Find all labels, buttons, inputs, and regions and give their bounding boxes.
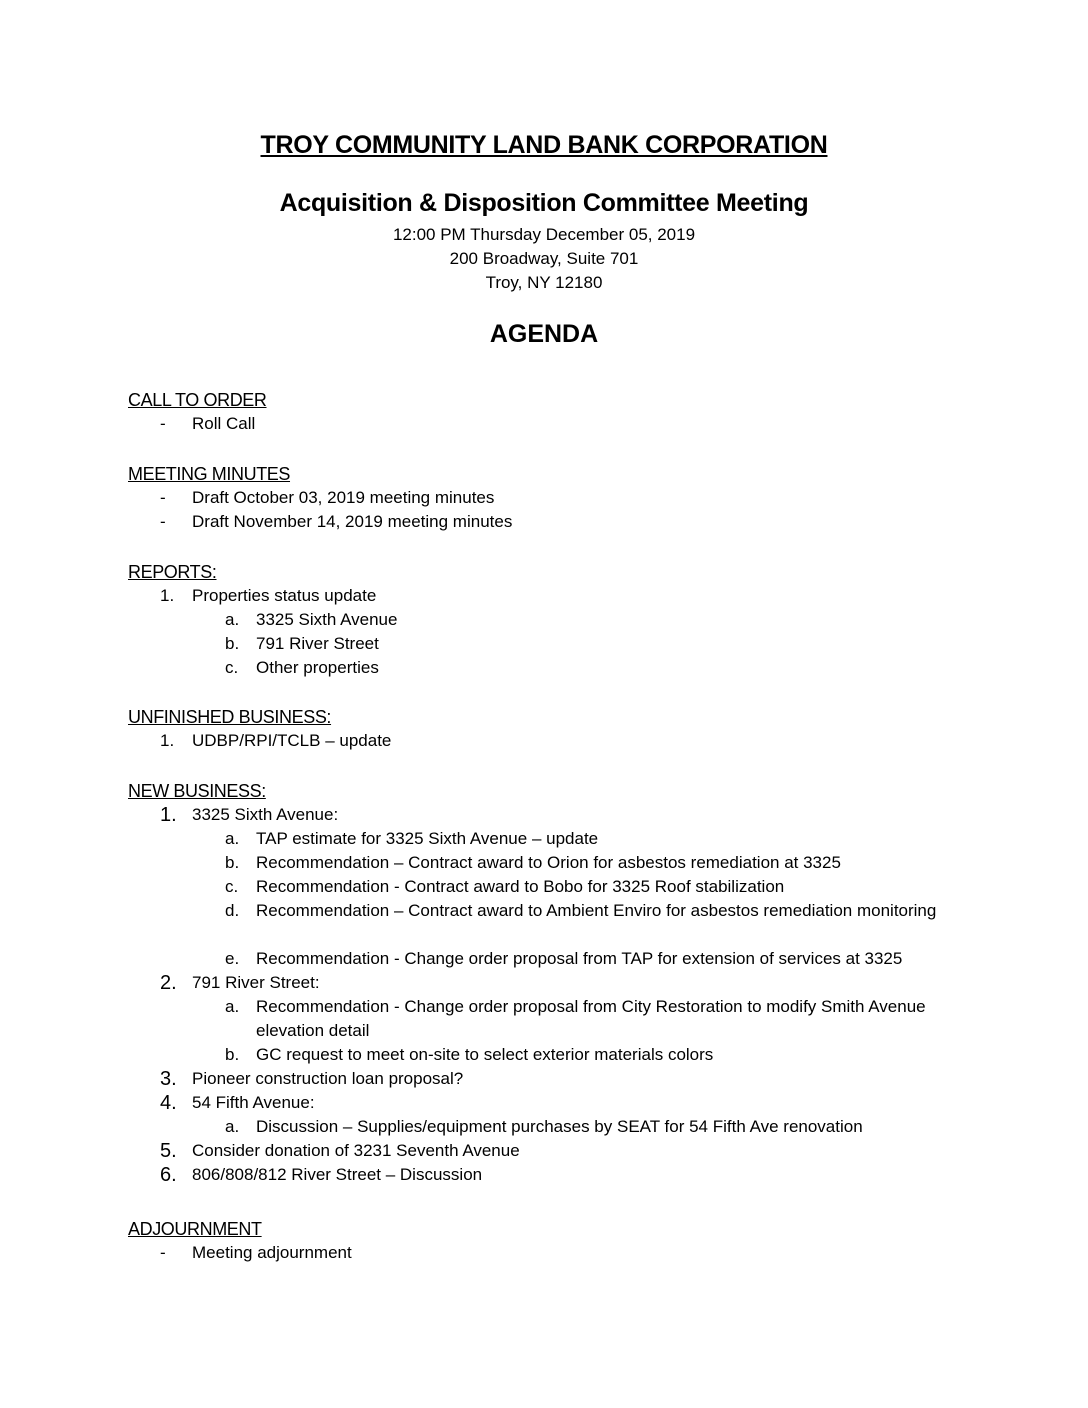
list-item-text: Draft November 14, 2019 meeting minutes xyxy=(192,512,513,531)
list-item-text: Recommendation – Contract award to Orion for asbestos remediation at 3325 xyxy=(256,853,841,872)
agenda-title: AGENDA xyxy=(489,320,599,348)
list-marker: 5. xyxy=(160,1140,177,1162)
section-unfinished-business xyxy=(128,705,1008,753)
list-marker: d. xyxy=(225,901,240,920)
list-marker: 6. xyxy=(160,1164,177,1186)
list-subitem xyxy=(128,875,1008,899)
section-heading: MEETING MINUTES xyxy=(128,464,291,484)
list-item xyxy=(128,1067,1008,1091)
list-marker: 1. xyxy=(160,586,175,605)
list-subitem xyxy=(128,1115,1008,1139)
list-marker: 3. xyxy=(160,1068,177,1090)
list-item-text: 791 River Street: xyxy=(192,973,320,992)
list-item-text: 3325 Sixth Avenue xyxy=(256,610,398,629)
list-item xyxy=(128,1139,1008,1163)
list-subitem xyxy=(128,851,1008,875)
list-item-text: Other properties xyxy=(256,658,379,677)
list-marker: 1. xyxy=(160,731,175,750)
list-marker: a. xyxy=(225,997,240,1016)
list-marker: 4. xyxy=(160,1092,177,1114)
list-marker: b. xyxy=(225,634,240,653)
address-line-2: Troy, NY 12180 xyxy=(485,273,603,292)
list-marker: - xyxy=(160,414,166,433)
list-item-text: Recommendation - Change order proposal from TAP for extension of services at 3325 xyxy=(256,949,903,968)
list-subitem xyxy=(128,899,1008,947)
list-item-text: 791 River Street xyxy=(256,634,379,653)
list-item-text: GC request to meet on-site to select exterior materials colors xyxy=(256,1045,714,1064)
section-adjournment xyxy=(128,1217,1008,1265)
address-line-1: 200 Broadway, Suite 701 xyxy=(449,249,639,268)
list-subitem xyxy=(128,827,1008,851)
list-subitem xyxy=(128,995,1008,1043)
list-marker: c. xyxy=(225,658,239,677)
list-item xyxy=(128,584,1008,608)
list-subitem xyxy=(128,608,1008,632)
list-item xyxy=(128,510,1008,534)
list-item-text: Roll Call xyxy=(192,414,256,433)
list-item-text: Recommendation - Contract award to Bobo for 3325 Roof stabilization xyxy=(256,877,785,896)
meeting-title: Acquisition & Disposition Committee Meeting xyxy=(279,189,809,217)
list-item xyxy=(128,486,1008,510)
list-item xyxy=(128,1241,1008,1265)
list-marker: a. xyxy=(225,610,240,629)
list-marker: a. xyxy=(225,829,240,848)
list-marker: e. xyxy=(225,949,240,968)
list-marker: 1. xyxy=(160,804,177,826)
section-heading: CALL TO ORDER xyxy=(128,390,267,410)
section-heading: NEW BUSINESS: xyxy=(128,781,266,801)
list-item xyxy=(128,729,1008,753)
list-item xyxy=(128,971,1008,995)
list-item-text: Meeting adjournment xyxy=(192,1243,352,1262)
section-meeting-minutes xyxy=(128,462,1008,534)
list-item xyxy=(128,1091,1008,1115)
list-subitem xyxy=(128,656,1008,680)
list-item xyxy=(128,1163,1008,1187)
list-item-text: Consider donation of 3231 Seventh Avenue xyxy=(192,1141,520,1160)
list-item-text: 806/808/812 River Street – Discussion xyxy=(192,1165,483,1184)
list-item-text: Recommendation - Change order proposal from City Restoration to modify Smith Avenue elevation detail xyxy=(256,997,926,1040)
organization-title: TROY COMMUNITY LAND BANK CORPORATION xyxy=(260,131,828,159)
list-marker: - xyxy=(160,1243,166,1262)
section-call-to-order xyxy=(128,388,1008,436)
list-marker: - xyxy=(160,488,166,507)
list-item-text: UDBP/RPI/TCLB – update xyxy=(192,731,392,750)
list-marker: b. xyxy=(225,1045,240,1064)
list-item-text: Discussion – Supplies/equipment purchases by SEAT for 54 Fifth Ave renovation xyxy=(256,1117,863,1136)
list-marker: - xyxy=(160,512,166,531)
list-item-text: Pioneer construction loan proposal? xyxy=(192,1069,464,1088)
list-subitem xyxy=(128,1043,1008,1067)
section-heading: ADJOURNMENT xyxy=(128,1219,262,1239)
list-item-text: Draft October 03, 2019 meeting minutes xyxy=(192,488,495,507)
list-marker: a. xyxy=(225,1117,240,1136)
section-new-business xyxy=(128,779,1008,1187)
meeting-datetime: 12:00 PM Thursday December 05, 2019 xyxy=(392,225,696,244)
list-item-text: Properties status update xyxy=(192,586,377,605)
list-subitem xyxy=(128,632,1008,656)
list-marker: b. xyxy=(225,853,240,872)
list-item-text: 3325 Sixth Avenue: xyxy=(192,805,339,824)
list-marker: c. xyxy=(225,877,239,896)
list-item-text: TAP estimate for 3325 Sixth Avenue – update xyxy=(256,829,599,848)
section-reports xyxy=(128,560,1008,680)
list-item xyxy=(128,412,1008,436)
section-heading: UNFINISHED BUSINESS: xyxy=(128,707,332,727)
list-subitem xyxy=(128,947,1008,971)
list-item xyxy=(128,803,1008,827)
section-heading: REPORTS: xyxy=(128,562,217,582)
list-item-text: 54 Fifth Avenue: xyxy=(192,1093,315,1112)
list-item-text: Recommendation – Contract award to Ambient Enviro for asbestos remediation monitoring xyxy=(256,901,937,920)
list-marker: 2. xyxy=(160,972,177,994)
